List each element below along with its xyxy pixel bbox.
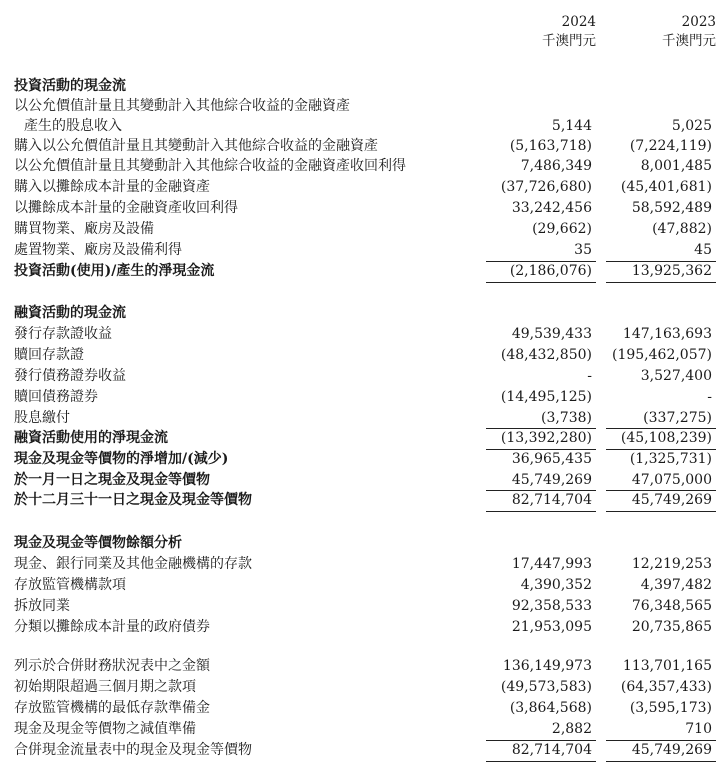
value-2024: 4,390,352 xyxy=(520,577,592,593)
total-underline xyxy=(486,511,596,512)
table-row xyxy=(0,366,728,387)
row-label: 以公允價值計量且其變動計入其他綜合收益的金融資產收回利得 xyxy=(14,158,406,174)
value-2023: (3,595,173) xyxy=(629,700,712,716)
value-2023: 113,701,165 xyxy=(622,658,712,674)
value-2024: 36,965,435 xyxy=(511,451,592,467)
table-row xyxy=(0,219,728,240)
row-label: 發行債務證券收益 xyxy=(14,368,126,384)
table-row xyxy=(0,596,728,617)
value-2024: 45,749,269 xyxy=(511,472,592,488)
total-underline xyxy=(606,282,716,283)
row-label: 現金及現金等價物之減值準備 xyxy=(14,721,196,737)
value-2024: (2,186,076) xyxy=(509,263,592,279)
row-label: 初始期限超過三個月期之款項 xyxy=(14,679,196,695)
value-2024: (49,573,583) xyxy=(500,679,592,695)
row-label: 存放監管機構的最低存款準備金 xyxy=(14,700,210,716)
value-2023: 45,749,269 xyxy=(631,492,712,508)
total-underline xyxy=(606,761,716,762)
value-2023: (47,882) xyxy=(652,221,712,237)
value-2023: 147,163,693 xyxy=(622,326,712,342)
value-2024: 92,358,533 xyxy=(511,598,592,614)
table-row xyxy=(0,656,728,677)
table-row xyxy=(0,198,728,219)
table-row xyxy=(0,345,728,366)
value-2024: (48,432,850) xyxy=(500,347,592,363)
unit-2024: 千澳門元 xyxy=(542,33,596,49)
value-2023: 45,749,269 xyxy=(631,742,712,758)
value-2024: (5,163,718) xyxy=(509,138,592,154)
table-row xyxy=(0,408,728,429)
section-title: 融資活動的現金流 xyxy=(14,305,126,321)
table-row xyxy=(0,116,728,137)
row-label: 產生的股息收入 xyxy=(24,118,122,134)
table-row-total xyxy=(0,449,728,470)
value-2024: 136,149,973 xyxy=(502,658,592,674)
value-2023: (45,108,239) xyxy=(620,430,712,446)
section-title: 投資活動的現金流 xyxy=(14,78,126,94)
value-2023: 5,025 xyxy=(671,118,712,134)
value-2024: - xyxy=(587,368,592,384)
value-2024: (37,726,680) xyxy=(500,179,592,195)
table-row-total xyxy=(0,470,728,491)
section-title-financing xyxy=(0,303,728,324)
row-label: 存放監管機構款項 xyxy=(14,577,126,593)
value-2023: 20,735,865 xyxy=(631,619,712,635)
value-2024: 82,714,704 xyxy=(511,742,592,758)
table-row xyxy=(0,677,728,698)
value-2023: 13,925,362 xyxy=(631,263,712,279)
value-2023: - xyxy=(707,389,712,405)
value-2023: 45 xyxy=(694,242,712,258)
value-2024: 7,486,349 xyxy=(520,158,592,174)
row-label: 發行存款證收益 xyxy=(14,326,112,342)
table-row xyxy=(0,96,728,117)
table-row xyxy=(0,177,728,198)
row-label: 購買物業、廠房及設備 xyxy=(14,221,154,237)
value-2023: (45,401,681) xyxy=(620,179,712,195)
table-row xyxy=(0,575,728,596)
row-label: 於一月一日之現金及現金等價物 xyxy=(14,472,210,488)
table-row xyxy=(0,740,728,761)
year-2024: 2024 xyxy=(561,14,596,30)
value-2023: 710 xyxy=(685,721,712,737)
table-row-total xyxy=(0,490,728,511)
value-2024: (3,738) xyxy=(540,410,592,426)
value-2024: 17,447,993 xyxy=(511,556,592,572)
table-row xyxy=(0,554,728,575)
value-2023: 76,348,565 xyxy=(631,598,712,614)
column-header-2024 xyxy=(486,14,596,49)
row-label: 購入以公允價值計量且其變動計入其他綜合收益的金融資產 xyxy=(14,138,378,154)
value-2023: (7,224,119) xyxy=(629,138,712,154)
row-label: 購入以攤餘成本計量的金融資產 xyxy=(14,179,210,195)
table-row-total xyxy=(0,261,728,282)
column-header-2023 xyxy=(606,14,716,49)
table-row xyxy=(0,719,728,740)
value-2023: 4,397,482 xyxy=(640,577,712,593)
row-label: 以攤餘成本計量的金融資產收回利得 xyxy=(14,200,238,216)
row-label: 處置物業、廠房及設備利得 xyxy=(14,242,182,258)
table-row xyxy=(0,698,728,719)
total-underline xyxy=(486,761,596,762)
table-row xyxy=(0,387,728,408)
table-row xyxy=(0,324,728,345)
row-label: 贖回債務證券 xyxy=(14,389,98,405)
row-label: 贖回存款證 xyxy=(14,347,84,363)
total-underline xyxy=(486,282,596,283)
row-label: 以公允價值計量且其變動計入其他綜合收益的金融資產 xyxy=(14,98,350,114)
value-2024: 2,882 xyxy=(551,721,592,737)
value-2023: 12,219,253 xyxy=(631,556,712,572)
value-2024: 5,144 xyxy=(551,118,592,134)
row-label: 現金、銀行同業及其他金融機構的存款 xyxy=(14,556,252,572)
row-label: 於十二月三十一日之現金及現金等價物 xyxy=(14,492,252,508)
row-label: 分類以攤餘成本計量的政府債券 xyxy=(14,619,210,635)
value-2024: 49,539,433 xyxy=(511,326,592,342)
year-2023: 2023 xyxy=(681,14,716,30)
row-label: 合併現金流量表中的現金及現金等價物 xyxy=(14,742,252,758)
value-2023: 8,001,485 xyxy=(640,158,712,174)
section-title: 現金及現金等價物餘額分析 xyxy=(14,535,182,551)
row-label: 股息繳付 xyxy=(14,410,70,426)
value-2023: (64,357,433) xyxy=(620,679,712,695)
value-2024: 35 xyxy=(574,242,592,258)
value-2024: (29,662) xyxy=(532,221,592,237)
value-2023: (195,462,057) xyxy=(612,347,712,363)
table-row xyxy=(0,617,728,638)
table-row xyxy=(0,240,728,261)
section-title-analysis xyxy=(0,533,728,554)
unit-2023: 千澳門元 xyxy=(662,33,716,49)
row-label: 列示於合併財務狀況表中之金額 xyxy=(14,658,210,674)
value-2023: (1,325,731) xyxy=(629,451,712,467)
table-row xyxy=(0,156,728,177)
value-2023: 58,592,489 xyxy=(631,200,712,216)
value-2023: (337,275) xyxy=(643,410,712,426)
row-label: 融資活動使用的淨現金流 xyxy=(14,430,168,446)
table-row-total xyxy=(0,428,728,449)
value-2024: (13,392,280) xyxy=(500,430,592,446)
value-2024: 82,714,704 xyxy=(511,492,592,508)
value-2024: 21,953,095 xyxy=(511,619,592,635)
row-label: 拆放同業 xyxy=(14,598,70,614)
value-2023: 3,527,400 xyxy=(640,368,712,384)
table-row xyxy=(0,136,728,157)
value-2024: (3,864,568) xyxy=(509,700,592,716)
section-title-investing xyxy=(0,76,728,97)
value-2024: (14,495,125) xyxy=(500,389,592,405)
value-2023: 47,075,000 xyxy=(631,472,712,488)
row-label: 投資活動(使用)/產生的淨現金流 xyxy=(14,263,215,279)
value-2024: 33,242,456 xyxy=(511,200,592,216)
row-label: 現金及現金等價物的淨增加/(減少) xyxy=(14,451,229,467)
total-underline xyxy=(606,511,716,512)
